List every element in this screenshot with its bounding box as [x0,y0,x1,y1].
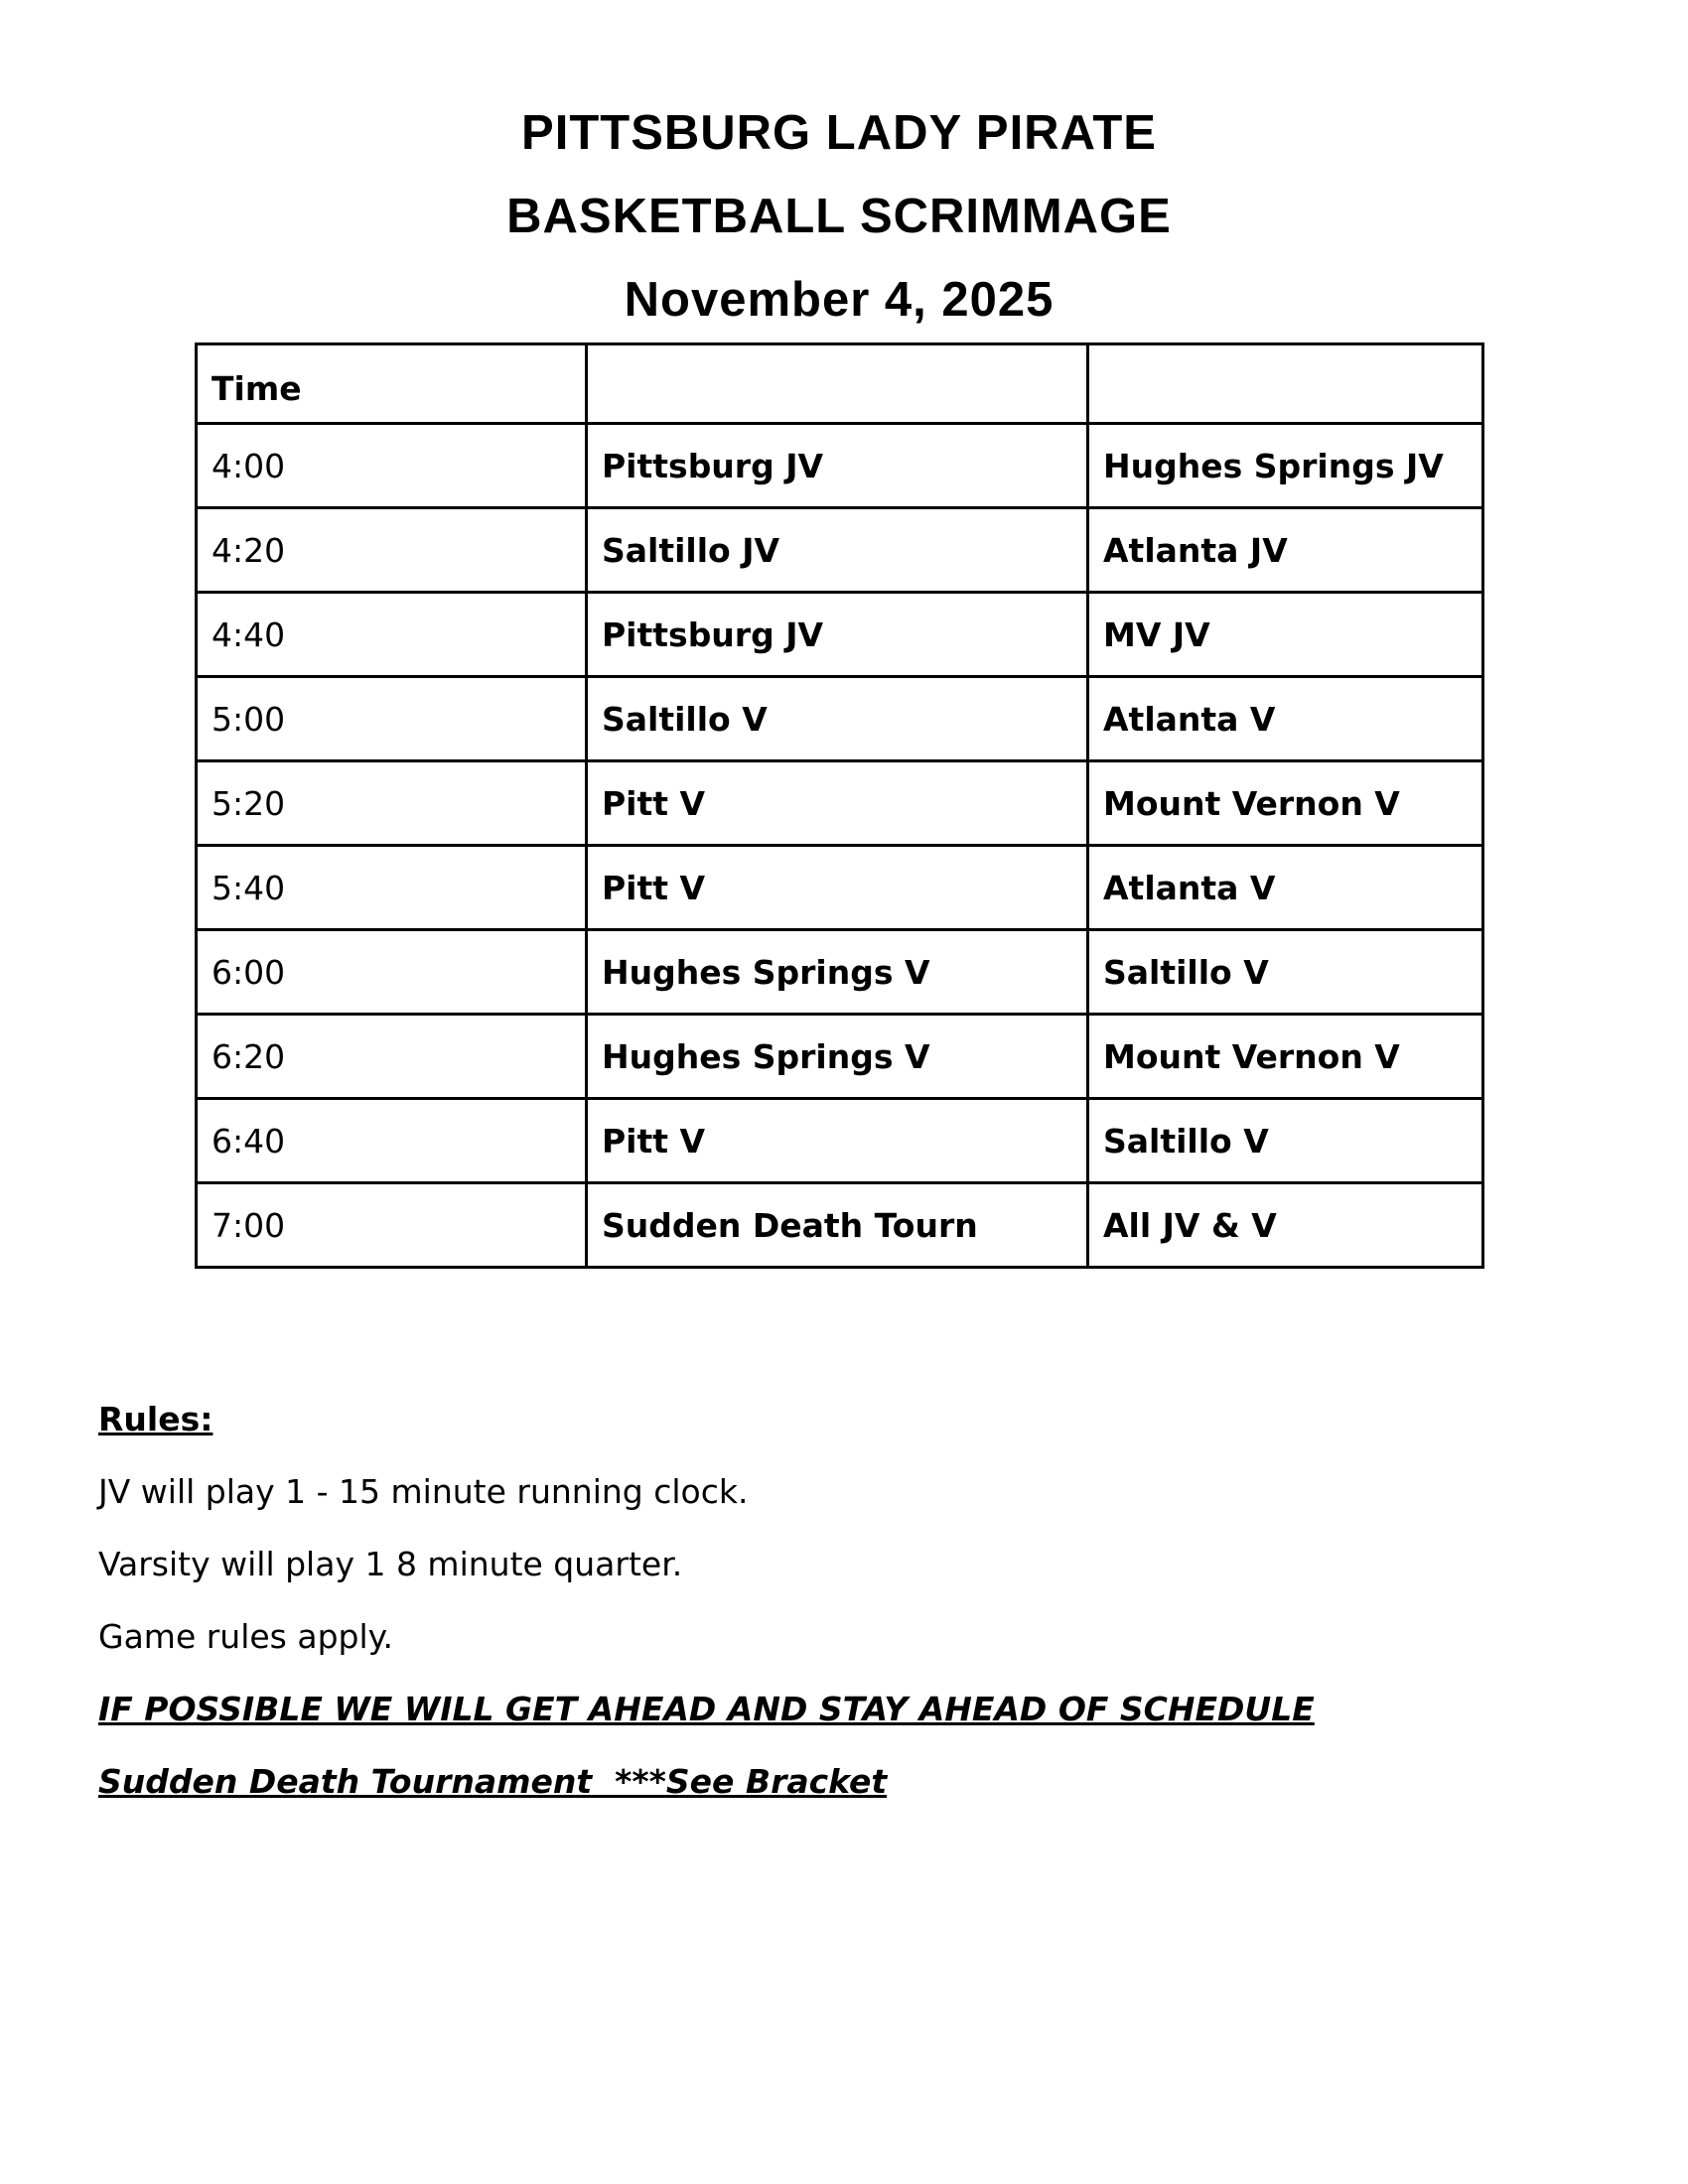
team-2: Atlanta V [1088,677,1483,761]
rule-item: Varsity will play 1 8 minute quarter. [98,1545,683,1583]
rules-section [98,1398,1588,1833]
game-time: 6:40 [197,1099,587,1183]
table-row [197,930,1483,1015]
rules-heading: Rules: [98,1400,213,1438]
game-time: 6:00 [197,930,587,1015]
table-row [197,1015,1483,1099]
table-row [197,1099,1483,1183]
table-row [197,508,1483,593]
column-header-team-1 [587,344,1088,424]
team-1: Saltillo JV [587,508,1088,593]
team-1: Hughes Springs V [587,1015,1088,1099]
team-1: Pitt V [587,846,1088,930]
bracket-note [98,1760,1588,1833]
rule-item: JV will play 1 - 15 minute running clock. [98,1472,749,1511]
column-header-time: Time [197,344,587,424]
team-1: Sudden Death Tourn [587,1183,1088,1268]
table-row [197,846,1483,930]
team-1: Hughes Springs V [587,930,1088,1015]
table-row [197,677,1483,761]
team-2: All JV & V [1088,1183,1483,1268]
page-title-line-2: BASKETBALL SCRIMMAGE [506,190,1172,243]
team-2: Mount Vernon V [1088,1015,1483,1099]
team-2: Mount Vernon V [1088,761,1483,846]
game-time: 4:00 [197,424,587,508]
column-header-team-2 [1088,344,1483,424]
game-time: 4:40 [197,593,587,677]
event-date: November 4, 2025 [624,273,1055,327]
team-2: Atlanta JV [1088,508,1483,593]
rule-item: Game rules apply. [98,1617,393,1656]
team-1: Pittsburg JV [587,424,1088,508]
game-time: 4:20 [197,508,587,593]
game-time: 7:00 [197,1183,587,1268]
team-1: Pitt V [587,761,1088,846]
table-row [197,1183,1483,1268]
schedule-table [195,342,1484,1269]
game-time: 5:20 [197,761,587,846]
game-time: 5:40 [197,846,587,930]
team-2: Atlanta V [1088,846,1483,930]
team-2: MV JV [1088,593,1483,677]
table-row [197,761,1483,846]
schedule-header-row [197,344,1483,424]
team-1: Pittsburg JV [587,593,1088,677]
schedule-notice: IF POSSIBLE WE WILL GET AHEAD AND STAY AHEAD OF SCHEDULE [98,1690,1315,1728]
page-title-line-1: PITTSBURG LADY PIRATE [521,106,1157,160]
table-row [197,424,1483,508]
bracket-note-text: Sudden Death Tournament ***See Bracket [98,1762,888,1801]
game-time: 5:00 [197,677,587,761]
game-time: 6:20 [197,1015,587,1099]
team-1: Saltillo V [587,677,1088,761]
team-1: Pitt V [587,1099,1088,1183]
table-row [197,593,1483,677]
document-header [0,91,1678,341]
team-2: Saltillo V [1088,1099,1483,1183]
team-2: Hughes Springs JV [1088,424,1483,508]
team-2: Saltillo V [1088,930,1483,1015]
